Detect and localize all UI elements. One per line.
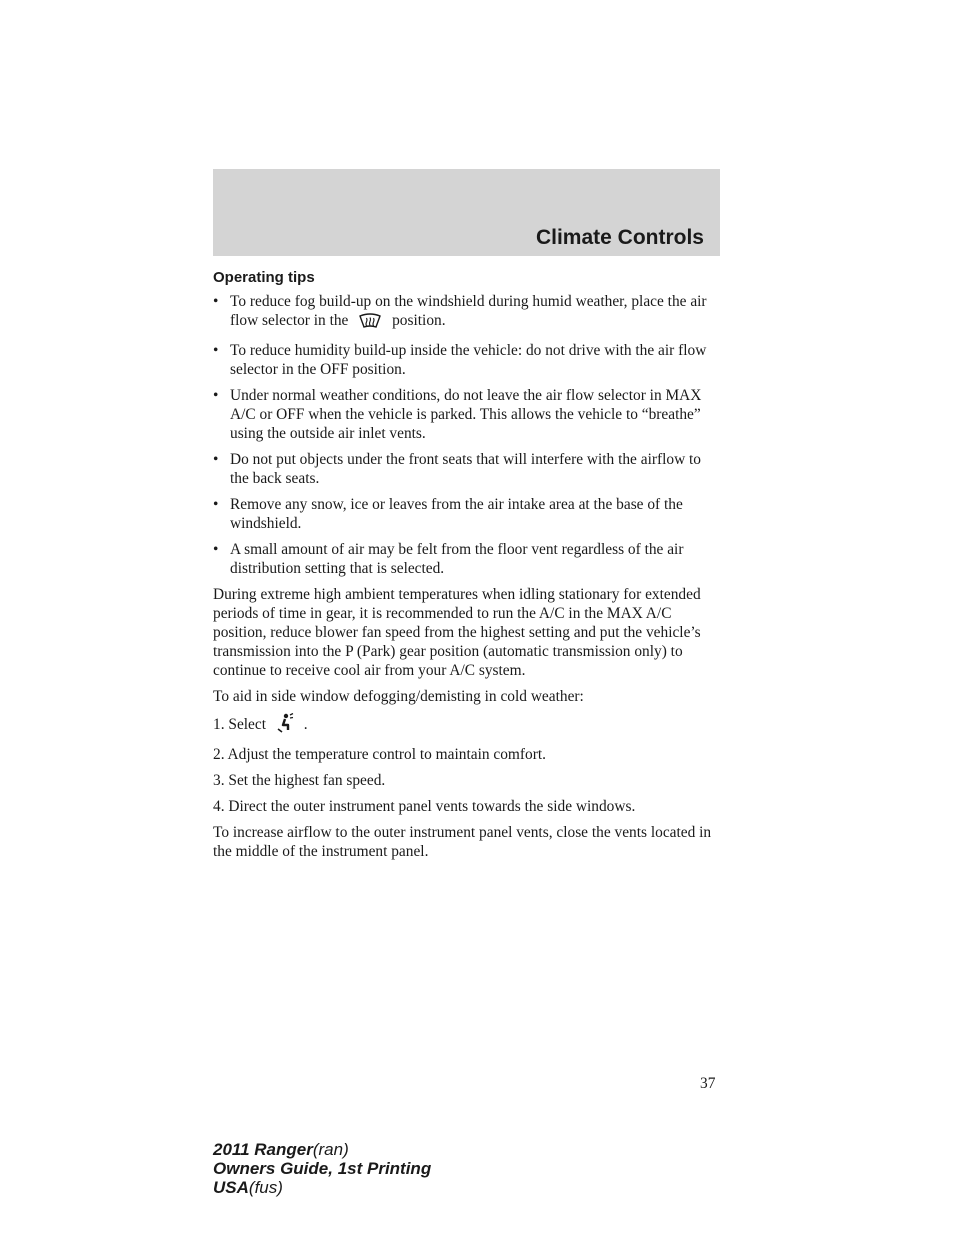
bullet-dot: • — [213, 496, 219, 513]
bullet-dot: • — [213, 451, 219, 468]
list-item: • Under normal weather conditions, do not leave the air flow selector in MAX A/C or OFF when the vehicle is parked. This allows the vehicle to “breathe” using the outside air inlet vents. — [213, 387, 702, 442]
defrost-icon — [358, 312, 382, 334]
tips-list — [213, 292, 723, 578]
footer-line-guide: Owners Guide, 1st Printing — [213, 1159, 432, 1178]
bullet-dot: • — [213, 387, 219, 404]
operating-tips-heading: Operating tips — [213, 269, 315, 286]
bullet-dot: • — [213, 541, 219, 558]
page-number: 37 — [700, 1075, 716, 1092]
list-item: • A small amount of air may be felt from the floor vent regardless of the air distribution setting that is selected. — [213, 541, 684, 577]
step-item: 2. Adjust the temperature control to maintain comfort. — [213, 746, 546, 763]
defog-intro-paragraph: To aid in side window defogging/demisting in cold weather: — [213, 688, 584, 705]
floor-defrost-icon — [276, 713, 294, 738]
list-item: • To reduce humidity build-up inside the vehicle: do not drive with the air flow selector in the OFF position. — [213, 342, 707, 378]
list-item: • Remove any snow, ice or leaves from the air intake area at the base of the windshield. — [213, 496, 683, 532]
page-content — [213, 268, 723, 868]
bullet-dot: • — [213, 342, 219, 359]
step-item: 3. Set the highest fan speed. — [213, 772, 386, 789]
list-item: • Do not put objects under the front seats that will interfere with the airflow to the back seats. — [213, 451, 701, 487]
list-item: • To reduce fog build-up on the windshield during humid weather, place the air flow selector in the position. — [213, 292, 723, 334]
bullet-dot: • — [213, 293, 219, 310]
airflow-paragraph: To increase airflow to the outer instrument panel vents, close the vents located in the middle of the instrument panel. — [213, 824, 712, 860]
section-header-band — [213, 169, 720, 256]
section-title: Climate Controls — [535, 226, 704, 249]
step-item: 4. Direct the outer instrument panel vents towards the side windows. — [213, 798, 636, 815]
footer-line-model: 2011 Ranger(ran) — [213, 1140, 349, 1159]
step-item: 1. Select . — [213, 713, 723, 738]
extreme-heat-paragraph: During extreme high ambient temperatures when idling stationary for extended periods of time in gear, it is recommended to run the A/C in the MAX A/C position, reduce blower fan speed from the highest setting and put the vehicle’s transmission into the P (Park) gear position (automatic transmission only) to continue to receive cool air from your A/C system. — [213, 586, 701, 679]
footer-line-market: USA(fus) — [213, 1178, 283, 1197]
print-footer — [213, 1140, 431, 1197]
